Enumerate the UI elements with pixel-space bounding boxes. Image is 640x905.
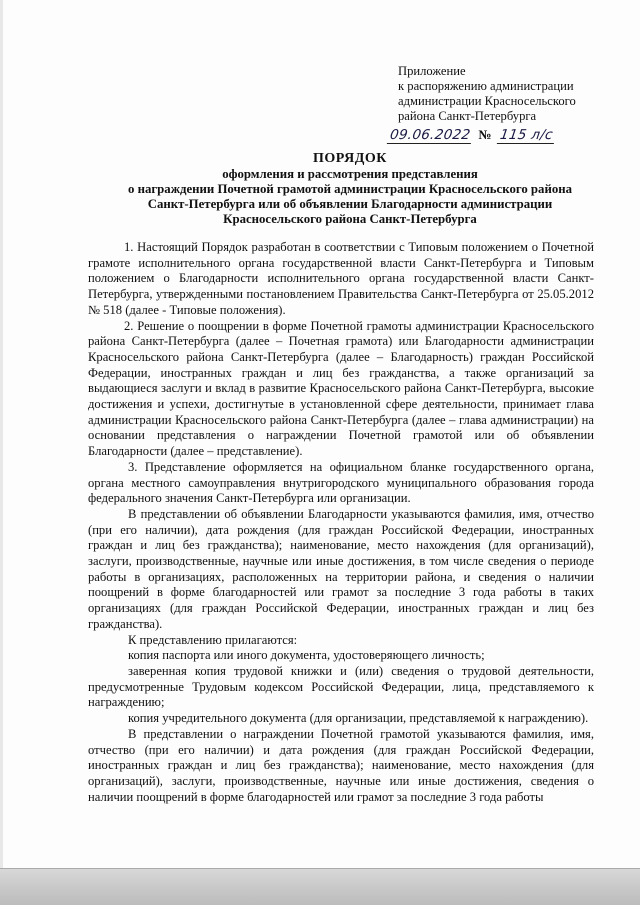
paragraph-5: К представлению прилагаются: — [128, 632, 298, 647]
order-date-number — [388, 127, 588, 147]
appendix-line-4: района Санкт-Петербурга — [398, 109, 537, 123]
title-line-3: Санкт-Петербурга или об объявлении Благодарности администрации — [147, 197, 553, 211]
paragraph-2: 2. Решение о поощрении в форме Почетной грамоты администрации Красносельского района Санкт-Петербурга (далее – Почетная грамота) или Благодарности администрации Красносельского района Санкт-Петербурга (далее – Благодарность) граждан Российской Федерации, иностранных граждан и лиц без гражданства, а также организаций за выдающиеся заслуги и вклад в развитие Красносельского района Санкт-Петербурга, высокие достижения и успехи, достигнутые в установленной сфере деятельности, принимает глава администрации Красносельского района Санкт-Петербурга (далее – глава администрации) на основании представления о награждении Почетной грамотой или об объявлении Благодарности (далее – представление). — [88, 318, 594, 459]
number-sign: № — [478, 127, 492, 142]
scan-edge — [0, 0, 3, 905]
appendix-line-3: администрации Красносельского — [398, 94, 576, 108]
appendix-line-2: к распоряжению администрации — [398, 79, 574, 93]
paragraph-6: В представлении о награждении Почетной грамотой указываются фамилия, имя, отчество (при его наличии) и дата рождения (для граждан Российской Федерации, иностранных граждан и лиц без гражданства); наименование, место нахождения (для организаций), заслуги, производственные, научные или иные достижения, сведения о наличии поощрений в форме благодарностей или грамот за последние 3 года работы — [88, 726, 594, 804]
appendix-line-1: Приложение — [398, 64, 466, 78]
paragraph-1: 1. Настоящий Порядок разработан в соответствии с Типовым положением о Почетной грамоте исполнительного органа государственной власти Санкт-Петербурга и Типовым положением о Благодарности исполнительного органа государственной власти Санкт-Петербурга, утвержденными постановлением Правительства Санкт-Петербурга от 25.05.2012 № 518 (далее - Типовые положения). — [88, 240, 594, 317]
paragraph-3: 3. Представление оформляется на официальном бланке государственного органа, органа местного самоуправления внутригородского муниципального образования города федерального значения Санкт-Петербурга или организации. — [88, 459, 594, 506]
appendix-block — [398, 64, 628, 124]
title-line-1: оформления и рассмотрения представления — [222, 167, 478, 181]
paragraph-4: В представлении об объявлении Благодарности указываются фамилия, имя, отчество (при его наличии), дата рождения (для граждан Российской Федерации, иностранных граждан и лиц без гражданства); наименование, место нахождения (для организаций), заслуги, производственные, научные или иные достижения, в том числе сведения о периоде работы в организациях, расположенных на территории района, и сведения о наличии поощрений в форме благодарностей или грамот за последние 3 года работы в таких организациях (для граждан Российской Федерации, иностранных граждан и лиц без гражданства). — [88, 506, 594, 631]
list-item-passport: копия паспорта или иного документа, удостоверяющего личность; — [128, 648, 485, 663]
list-item-workbook: заверенная копия трудовой книжки и (или) сведения о трудовой деятельности, предусмотренные Трудовым кодексом Российской Федерации, лица, представляемого к награждению; — [88, 663, 594, 710]
scan-bottom-band — [0, 868, 640, 905]
handwritten-number: 115 л/с — [497, 127, 556, 144]
handwritten-date: 09.06.2022 — [387, 127, 474, 144]
document-title — [80, 151, 620, 227]
title-line-2: о награждении Почетной грамотой администрации Красносельского района — [128, 182, 572, 196]
list-item-charter: копия учредительного документа (для организации, представляемой к награждению). — [128, 711, 589, 726]
title-line-4: Красносельского района Санкт-Петербурга — [223, 212, 477, 226]
document-body — [88, 240, 594, 805]
title-main: ПОРЯДОК — [313, 151, 387, 166]
